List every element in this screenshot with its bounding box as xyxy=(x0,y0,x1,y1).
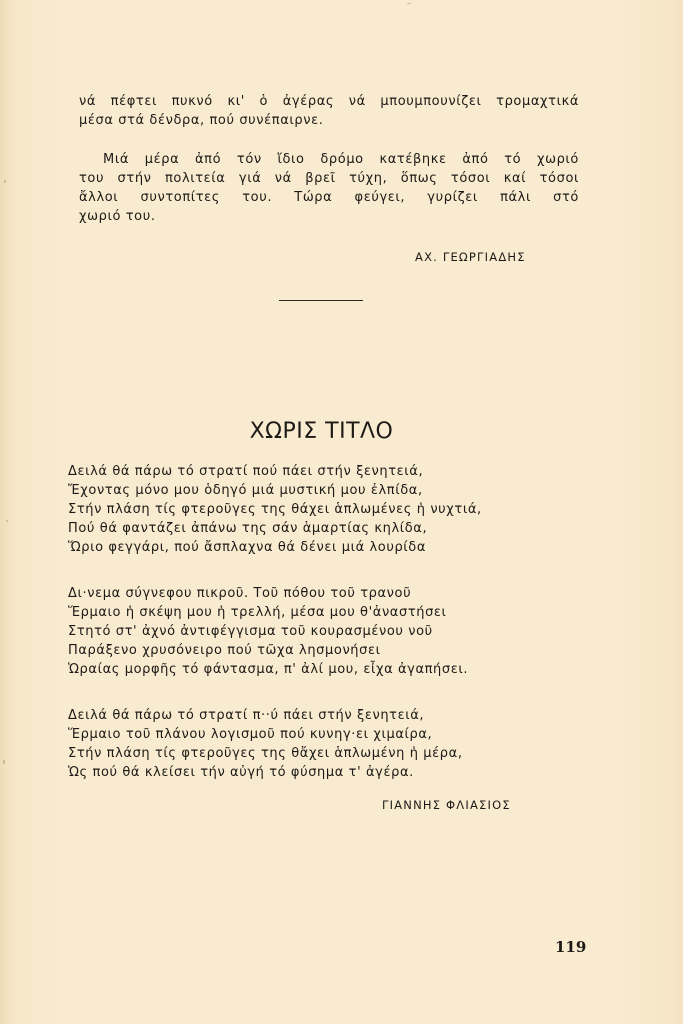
poem-line: Ἕρμαιο τοῦ πλάνου λογισμοῦ πού κυνηγ·ει χιμαίρα, xyxy=(68,727,433,742)
paper-speck xyxy=(407,3,411,4)
poem-line: Δειλά θά πάρω τό στρατί πού πάει στήν ξενητειά, xyxy=(68,464,424,479)
poem-line: Ὡραίας μορφῆς τό φάντασμα, π' ἀλί μου, εἶχα ἀγαπήσει. xyxy=(68,662,469,677)
prose-line: χωριό του. xyxy=(79,209,156,224)
paper-speck xyxy=(4,180,6,183)
poem-line: Στήν πλάση τίς φτεροῦγες της θἄχει ἁπλωμένη ἡ μέρα, xyxy=(68,746,463,761)
prose-line: ἄλλοι συντοπίτες του. Τώρα φεύγει, γυρίζει πάλι στό xyxy=(79,190,579,205)
poem-line: Στητό στ' ἀχνό ἀντιφέγγισμα τοῦ κουρασμένου νοῦ xyxy=(68,624,433,639)
poem-line: Ἕρμαιο ἡ σκέψη μου ἡ τρελλή, μέσα μου θ'ἀναστήσει xyxy=(68,605,447,620)
prose-line: μέσα στά δένδρα, πού συνέπαιρνε. xyxy=(79,113,324,128)
poem-line: Παράξενο χρυσόνειρο πού τῶχα λησμονήσει xyxy=(68,643,381,658)
poem-line: Ὡς πού θά κλείσει τήν αὐγή τό φύσημα τ' ἀγέρα. xyxy=(68,765,414,780)
prose-author-signature: ΑΧ. ΓΕΩΡΓΙΑΔΗΣ xyxy=(415,250,526,264)
poem-line: Δι·νεμα σύγνεφου πικροῦ. Τοῦ πόθου τοῦ τρανοῦ xyxy=(68,586,412,601)
paper-speck xyxy=(3,760,5,764)
poem-stanza-2 xyxy=(68,584,580,679)
prose-paragraph-2 xyxy=(79,150,579,226)
poem-stanza-1 xyxy=(68,462,580,557)
page-number: 119 xyxy=(555,938,587,956)
poem-line: Δειλά θά πάρω τό στρατί π··ύ πάει στήν ξενητειά, xyxy=(68,708,425,723)
paper-speck xyxy=(6,520,8,522)
poem-stanza-3 xyxy=(68,706,580,782)
prose-line: νά πέφτει πυκνό κι' ὁ ἀγέρας νά μπουμπουνίζει τρομαχτικά xyxy=(79,94,579,109)
prose-line: Μιά μέρα ἀπό τόν ἴδιο δρόμο κατέβηκε ἀπό τό χωριό xyxy=(103,152,579,167)
prose-paragraph-1 xyxy=(79,92,579,130)
poem-author-signature: ΓΙΑΝΝΗΣ ΦΛΙΑΣΙΟΣ xyxy=(382,798,511,812)
poem-line: Ὥριο φεγγάρι, πού ἄσπλαχνα θά δένει μιά λουρίδα xyxy=(68,540,427,555)
poem-title: ΧΩΡΙΣ ΤΙΤΛΟ xyxy=(249,418,394,444)
poem-line: Στήν πλάση τίς φτεροῦγες της θάχει ἁπλωμένες ἡ νυχτιά, xyxy=(68,502,482,517)
poem-line: Ἔχοντας μόνο μου ὁδηγό μιά μυστική μου ἐλπίδα, xyxy=(68,483,423,498)
poem-line: Πού θά φαντάζει ἀπάνω της σάν ἁμαρτίας κηλίδα, xyxy=(68,521,428,536)
section-divider xyxy=(279,300,363,301)
prose-line: του στήν πολιτεία γιά νά βρεῖ τύχη, ὅπως τόσοι καί τόσοι xyxy=(79,171,579,186)
